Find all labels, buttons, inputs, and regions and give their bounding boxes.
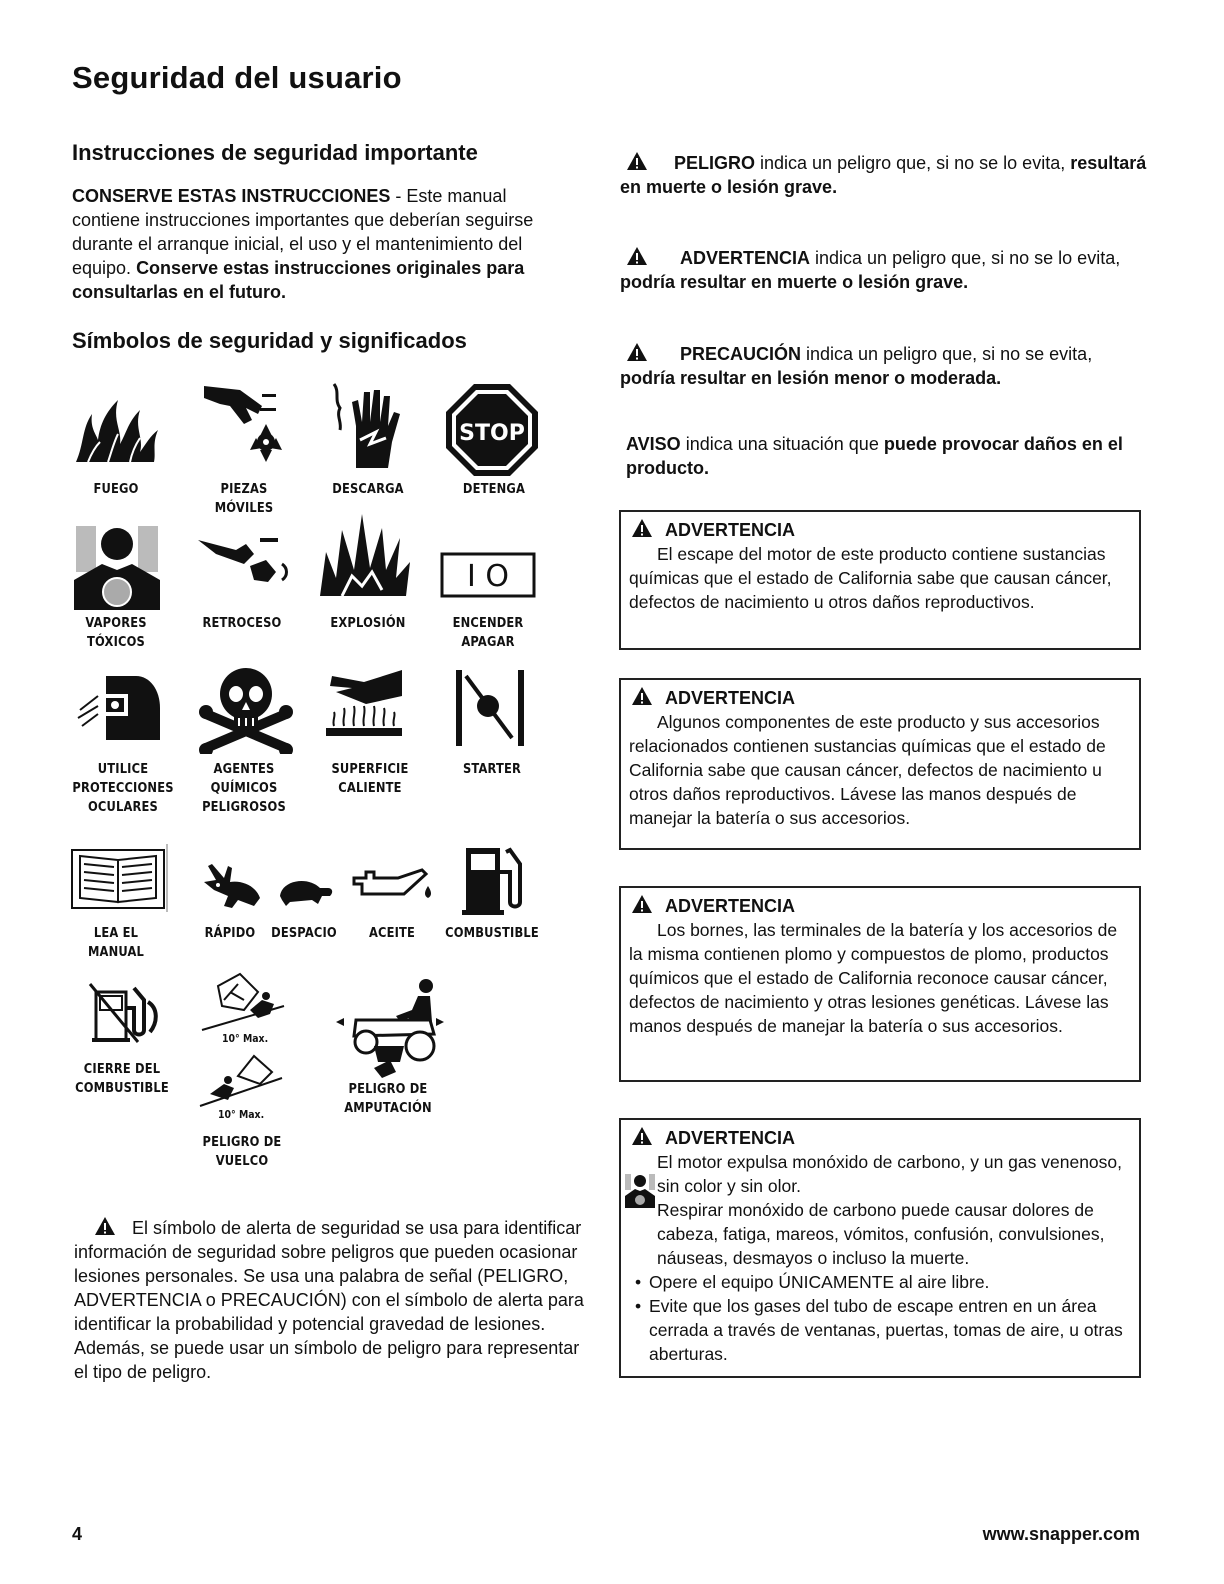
label-peligrosos: PELIGROSOS xyxy=(202,799,286,815)
warning-title xyxy=(631,686,1133,710)
keep-label: CONSERVE ESTAS INSTRUCCIONES xyxy=(72,186,391,206)
alert-triangle-icon xyxy=(626,342,648,362)
speed-icon xyxy=(198,858,344,912)
list-item: • Evite que los gases del tubo de escape entren en un área cerrada a través de ventanas, puertas, tomas de aire, u otras aberturas. xyxy=(649,1294,1133,1366)
fire-icon xyxy=(74,394,160,464)
precaucion-text: indica un peligro que, si no se evita, xyxy=(801,344,1093,364)
peligro-text: indica un peligro que, si no se lo evita, xyxy=(755,153,1071,173)
warning-box-components xyxy=(619,678,1141,850)
label-cierre-del: CIERRE DEL xyxy=(83,1061,161,1077)
toxic-fumes-icon xyxy=(625,1172,655,1208)
label-lea-el: LEA EL xyxy=(93,925,139,941)
svg-text:I O: I O xyxy=(467,559,509,594)
label-vuelco: VUELCO xyxy=(215,1153,269,1169)
alert-paragraph-text: El símbolo de alerta de seguridad se usa para identificar información de seguridad sobre peligros que pueden ocasionar lesiones personales. Se usa una palabra de señal (PELIGRO, ADVERTENCIA o PRECAUCIÓN) con el símbolo de alerta para identificar la probabilidad y potencial gravedad de lesiones. Además, se puede usar un símbolo de peligro para representar el tipo de peligro. xyxy=(74,1218,584,1382)
warning-title-text: ADVERTENCIA xyxy=(665,1128,796,1148)
rollover-hazard-icon xyxy=(198,1054,284,1108)
label-starter: STARTER xyxy=(462,761,522,777)
peligro-bold: resultará en muerte o lesión grave. xyxy=(620,153,1147,197)
max-slope-label-2: 10° Max. xyxy=(218,1108,265,1121)
label-piezas-moviles: PIEZAS MÓVILES xyxy=(214,481,274,516)
warning-title xyxy=(631,1126,1133,1150)
signal-aviso xyxy=(626,432,1136,480)
co-warning-line-1: El motor expulsa monóxido de carbono, y un gas venenoso, sin color y sin olor. xyxy=(657,1152,1123,1196)
warning-title xyxy=(631,894,1133,918)
starter-icon xyxy=(454,668,526,748)
label-rapido: RÁPIDO xyxy=(204,925,256,941)
website-link[interactable]: www.snapper.com xyxy=(982,1524,1140,1544)
warning-text: Los bornes, las terminales de la batería y los accesorios de la misma contienen plomo y compuestos de plomo, productos químicos que el estado de California reconoce causar cáncer, defectos de nacimiento y otras lesiones genéticas. Lávese las manos después de manejar la batería o sus accesorios. xyxy=(629,920,1118,1036)
label-combustible: COMBUSTIBLE xyxy=(445,925,539,941)
label-toxicos: TÓXICOS xyxy=(87,634,145,650)
symbols-heading: Símbolos de seguridad y significados xyxy=(72,328,467,353)
label-encender: ENCENDER xyxy=(452,615,524,631)
toxic-fumes-icon xyxy=(74,518,160,610)
page-number: 4 xyxy=(72,1524,83,1544)
alert-symbol-paragraph xyxy=(74,1216,588,1384)
precaucion-word: PRECAUCIÓN xyxy=(680,344,802,364)
alert-triangle-icon xyxy=(626,151,648,171)
label-descarga: DESCARGA xyxy=(332,481,404,497)
label-caliente: CALIENTE xyxy=(338,780,402,796)
aviso-word: AVISO xyxy=(626,434,681,454)
warning-box-carbon-monoxide xyxy=(619,1118,1141,1378)
max-slope-label-1: 10° Max. xyxy=(222,1032,269,1045)
aviso-text: indica una situación que xyxy=(680,434,884,454)
eye-protection-icon xyxy=(76,670,162,746)
co-warning-line-2: Respirar monóxido de carbono puede causar dolores de cabeza, fatiga, mareos, vómitos, confusión, convulsiones, náuseas, desmayos o incluso la muerte. xyxy=(657,1200,1105,1268)
precaucion-bold: podría resultar en lesión menor o moderada. xyxy=(620,368,1002,388)
warning-title xyxy=(631,518,1133,542)
label-detenga: DETENGA xyxy=(462,481,526,497)
alert-triangle-icon xyxy=(631,518,653,538)
advertencia-text: indica un peligro que, si no se lo evita, xyxy=(810,248,1121,268)
oil-icon xyxy=(352,866,436,906)
label-retroceso: RETROCESO xyxy=(202,615,282,631)
warning-title-text: ADVERTENCIA xyxy=(665,896,796,916)
warning-box-battery xyxy=(619,886,1141,1082)
explosion-icon xyxy=(316,512,412,598)
label-combustible-2: COMBUSTIBLE xyxy=(75,1080,169,1096)
label-oculares: OCULARES xyxy=(88,799,158,815)
page-title: Seguridad del usuario xyxy=(72,60,402,95)
co-warning-bullets xyxy=(629,1270,1133,1366)
stop-icon xyxy=(444,382,540,478)
label-aceite: ACEITE xyxy=(368,925,416,941)
turtle-icon xyxy=(280,881,332,906)
instructions-heading: Instrucciones de seguridad importante xyxy=(72,140,478,165)
rollover-slope-icon xyxy=(200,970,286,1032)
alert-triangle-icon xyxy=(631,894,653,914)
list-item: • Opere el equipo ÚNICAMENTE al aire libre. xyxy=(649,1270,1133,1294)
advertencia-bold: podría resultar en muerte o lesión grave. xyxy=(620,272,969,292)
label-amputacion: AMPUTACIÓN xyxy=(344,1100,432,1116)
fuel-icon xyxy=(462,842,526,916)
label-explosion: EXPLOSIÓN xyxy=(330,615,406,631)
instructions-paragraph xyxy=(72,184,562,304)
warning-box-engine-exhaust xyxy=(619,510,1141,650)
advertencia-word: ADVERTENCIA xyxy=(680,248,811,268)
label-quimicos: QUÍMICOS xyxy=(210,780,278,796)
alert-triangle-icon xyxy=(631,686,653,706)
label-peligro-de-vuelco: PELIGRO DE xyxy=(202,1134,282,1150)
signal-precaucion xyxy=(620,342,1150,390)
aviso-bold: puede provocar daños en el producto. xyxy=(626,434,1123,478)
fuel-shutoff-icon xyxy=(88,982,164,1044)
moving-parts-icon xyxy=(200,384,292,468)
warning-title-text: ADVERTENCIA xyxy=(665,688,796,708)
alert-triangle-icon xyxy=(626,246,648,266)
amputation-icon xyxy=(334,976,446,1082)
peligro-word: PELIGRO xyxy=(674,153,756,173)
shock-icon xyxy=(330,382,402,470)
read-manual-icon xyxy=(70,842,170,914)
warning-title-text: ADVERTENCIA xyxy=(665,520,796,540)
label-vapores: VAPORES xyxy=(85,615,147,631)
label-despacio: DESPACIO xyxy=(271,925,337,941)
label-fuego: FUEGO xyxy=(93,481,139,497)
warning-text: El escape del motor de este producto contiene sustancias químicas que el estado de California sabe que causan cáncer, defectos de nacimiento u otros daños reproductivos. xyxy=(629,544,1112,612)
label-agentes: AGENTES xyxy=(213,761,275,777)
svg-text:STOP: STOP xyxy=(459,421,525,446)
kickback-icon xyxy=(196,520,296,590)
label-utilice: UTILICE xyxy=(97,761,149,777)
label-protecciones: PROTECCIONES xyxy=(72,780,174,796)
hot-surface-icon xyxy=(322,668,406,740)
label-manual: MANUAL xyxy=(87,944,145,960)
rabbit-icon xyxy=(204,864,260,908)
on-off-icon xyxy=(440,552,536,598)
warning-text: Algunos componentes de este producto y sus accesorios relacionados contienen sustancias químicas que el estado de California sabe que causan cáncer, defectos de nacimiento u otros daños reproductivos. Lávese las manos después de manejar la batería o sus accesorios. xyxy=(629,712,1106,828)
label-superficie: SUPERFICIE xyxy=(331,761,409,777)
alert-triangle-icon xyxy=(631,1126,653,1146)
label-peligro-de-amputacion: PELIGRO DE xyxy=(348,1081,428,1097)
poison-icon xyxy=(198,662,294,754)
signal-advertencia xyxy=(620,246,1150,294)
alert-triangle-icon xyxy=(94,1216,116,1236)
instructions-bold-tail: Conserve estas instrucciones originales para consultarlas en el futuro. xyxy=(72,258,525,302)
signal-peligro xyxy=(620,151,1150,199)
instructions-body: - Este manual contiene instrucciones importantes que deberían seguirse durante el arranque inicial, el uso y el mantenimiento del equipo. xyxy=(72,186,534,278)
label-apagar: APAGAR xyxy=(461,634,515,650)
